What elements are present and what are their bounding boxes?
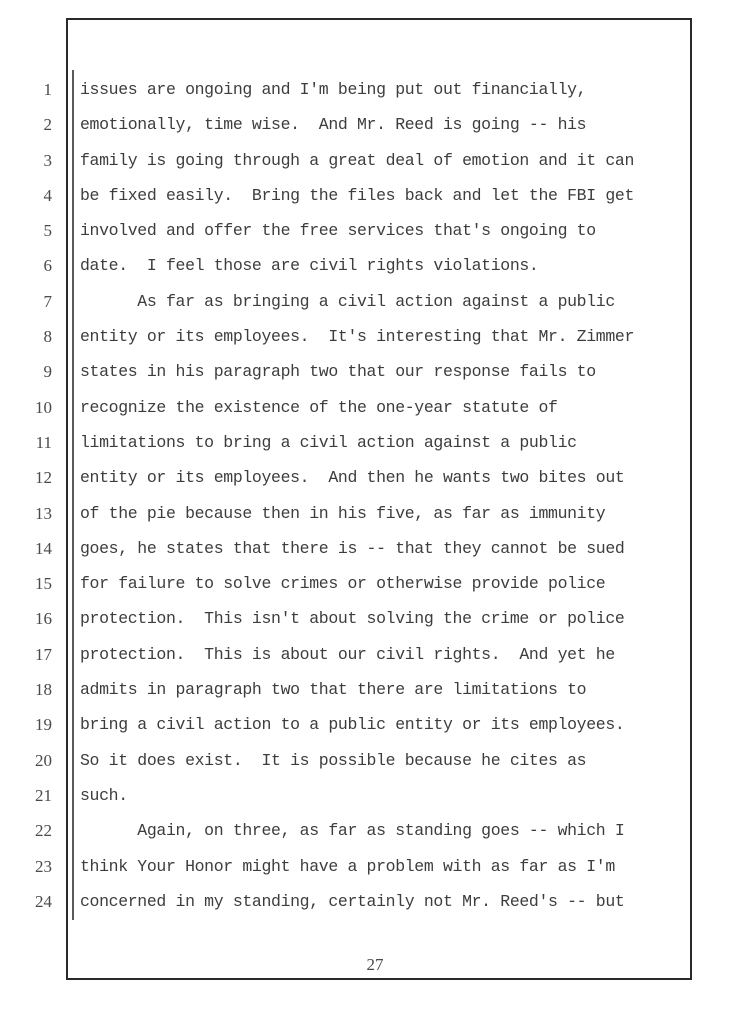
- transcript-line: such.: [80, 785, 128, 805]
- line-number: 17: [35, 644, 52, 664]
- transcript-line: entity or its employees. And then he wants two bites out: [80, 468, 625, 488]
- transcript-line: recognize the existence of the one-year statute of: [80, 397, 558, 417]
- line-number: 15: [35, 574, 52, 594]
- line-number: 13: [35, 503, 52, 523]
- line-number: 9: [43, 362, 52, 382]
- transcript-line: for failure to solve crimes or otherwise provide police: [80, 574, 606, 594]
- line-number: 5: [43, 221, 52, 241]
- line-number: 24: [35, 891, 52, 911]
- transcript-line: involved and offer the free services that's ongoing to: [80, 221, 596, 241]
- line-number: 10: [35, 397, 52, 417]
- transcript-line: think Your Honor might have a problem with as far as I'm: [80, 856, 615, 876]
- line-number: 3: [43, 150, 52, 170]
- transcript-line: As far as bringing a civil action against a public: [80, 291, 615, 311]
- line-number: 14: [35, 538, 52, 558]
- transcript-line: protection. This is about our civil rights. And yet he: [80, 644, 615, 664]
- transcript-line: entity or its employees. It's interesting that Mr. Zimmer: [80, 327, 634, 347]
- transcript-line: issues are ongoing and I'm being put out financially,: [80, 80, 587, 99]
- transcript-line: emotionally, time wise. And Mr. Reed is going -- his: [80, 115, 587, 135]
- transcript-line: be fixed easily. Bring the files back and let the FBI get: [80, 185, 634, 205]
- line-number: 1: [43, 80, 52, 99]
- line-number: 21: [35, 785, 52, 805]
- line-number-column: [0, 72, 52, 919]
- line-number: 18: [35, 680, 52, 700]
- line-number: 12: [35, 468, 52, 488]
- page-number: 27: [366, 955, 384, 974]
- line-number: 11: [35, 432, 52, 452]
- line-number: 19: [35, 715, 52, 735]
- line-number: 23: [35, 856, 52, 876]
- transcript-line: bring a civil action to a public entity or its employees.: [80, 715, 625, 735]
- transcript-line: admits in paragraph two that there are limitations to: [80, 680, 587, 700]
- transcript-body: [80, 72, 680, 919]
- line-number: 20: [35, 750, 52, 770]
- transcript-line: protection. This isn't about solving the crime or police: [80, 609, 625, 629]
- line-number: 8: [43, 327, 52, 347]
- transcript-line: So it does exist. It is possible because he cites as: [80, 750, 587, 770]
- transcript-line: Again, on three, as far as standing goes -- which I: [80, 821, 625, 841]
- transcript-line: date. I feel those are civil rights violations.: [80, 256, 539, 276]
- transcript-line: states in his paragraph two that our response fails to: [80, 362, 596, 382]
- line-number: 16: [35, 609, 52, 629]
- line-number: 22: [35, 821, 52, 841]
- transcript-line: goes, he states that there is -- that they cannot be sued: [80, 538, 625, 558]
- line-number: 4: [43, 185, 52, 205]
- line-number: 7: [43, 291, 52, 311]
- transcript-line: of the pie because then in his five, as far as immunity: [80, 503, 606, 523]
- line-number: 2: [43, 115, 52, 135]
- transcript-line: concerned in my standing, certainly not Mr. Reed's -- but: [80, 891, 625, 911]
- transcript-line: limitations to bring a civil action against a public: [80, 432, 577, 452]
- transcript-line: family is going through a great deal of emotion and it can: [80, 150, 634, 170]
- left-margin-rule: [72, 70, 74, 920]
- line-number: 6: [43, 256, 52, 276]
